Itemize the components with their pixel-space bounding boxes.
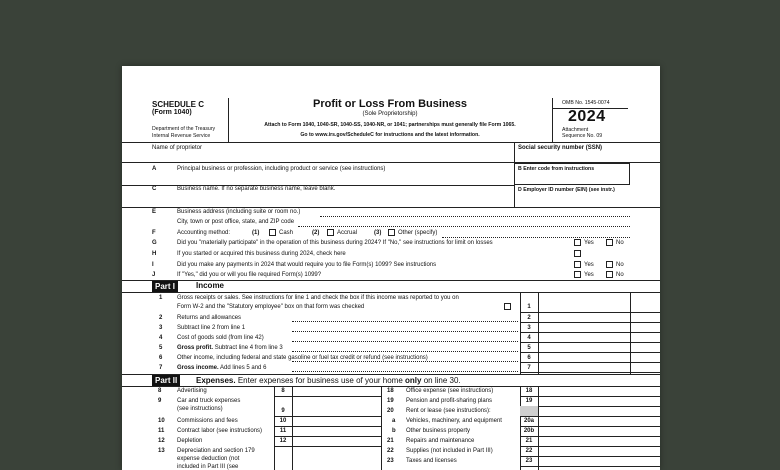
line-7-text: Gross income. Add lines 5 and 6 [177,365,267,371]
line-1-text: Gross receipts or sales. See instructions for line 1 and check the box if this income was reported to you on [177,295,459,301]
line-5-text: Gross profit. Subtract line 4 from line 3 [177,345,283,351]
schedule-label: SCHEDULE C [152,100,205,109]
line-18-text: Office expense (see instructions) [406,388,494,394]
line-c-text: Business name. If no separate business name, leave blank. [177,186,336,192]
omb-number: OMB No. 1545-0074 [562,100,610,106]
line-9-text: Car and truck expenses [177,398,241,404]
line-b-text: Other business property [406,428,471,434]
statutory-employee-checkbox[interactable] [504,303,511,310]
form-title: Profit or Loss From Business [312,98,468,110]
line-10-text: Commissions and fees [177,418,238,424]
line-8-text: Advertising [177,388,207,394]
goto-instruction: Go to www.irs.gov/ScheduleC for instructions and the latest information. [300,132,480,138]
line-11-text: Contract labor (see instructions) [177,428,263,434]
i-yes-checkbox[interactable] [574,261,581,268]
ssn-label: Social security number (SSN) [518,145,603,151]
attach-instruction: Attach to Form 1040, 1040-SR, 1040-SS, 1040-NR, or 1041; partnerships must generally file Form 1065. [264,122,516,128]
line-h-text: If you started or acquired this business during 2024, check here [177,251,346,257]
line-21-text: Repairs and maintenance [406,438,475,444]
line-2-text: Returns and allowances [177,315,242,321]
g-yes-checkbox[interactable] [574,239,581,246]
tax-year: 2024 [568,108,606,125]
j-no-checkbox[interactable] [606,271,613,278]
line-9-text-cont: (see instructions) [177,406,223,412]
shaded-cell [520,406,538,416]
line-23-text: Taxes and licenses [406,458,457,464]
line-13-text-cont: expense deduction (not [177,456,240,462]
sequence-number: Sequence No. 09 [562,133,603,139]
g-no-checkbox[interactable] [606,239,613,246]
irs-label: Internal Revenue Service [152,133,211,139]
accrual-checkbox[interactable] [327,229,334,236]
i-no-checkbox[interactable] [606,261,613,268]
line-g-text: Did you "materially participate" in the operation of this business during 2024? If "No," see instructions for limit on losses [177,240,493,246]
line-a-text: Vehicles, machinery, and equipment [406,418,502,424]
ein-label: D Employer ID number (EIN) (see instr.) [518,187,615,193]
proprietor-name-label: Name of proprietor [152,145,203,151]
attachment-label: Attachment [562,127,589,133]
form-number: (Form 1040) [152,109,192,116]
line-a-text: Principal business or profession, including product or service (see instructions) [177,166,386,172]
line-e-address: Business address (including suite or room no.) [177,209,301,215]
line-12-text: Depletion [177,438,203,444]
accounting-method-label: Accounting method: [177,230,231,236]
part-i-label: Part I [152,281,178,292]
line-3-text: Subtract line 2 from line 1 [177,325,246,331]
part-ii-label: Part II [152,375,180,386]
tax-form-sheet: SCHEDULE C (Form 1040) Department of the Treasury Internal Revenue Service Profit or Loss From Business (Sole Proprietorship) Attach to Form 1040, 1040-SR, 1040-SS, 1040-NR, or 1041; partnerships must generally file Form 1065. Go to www.irs.gov/ScheduleC for instructions and the latest information. OMB No. 1545-0074 2024 Attachment Sequence No. 09 Name of proprietor Social security number (SSN) A Principal business or profession, including product or service (see instructions) B Enter code from instructions C Business name. If no separate business name, leave blank. D Employer ID number (EIN) (see instr.) E Business address (including suite or room no.) City, town or post office, state, and ZIP code F Accounting method: (1) Cash (2) Accrual (3) Other (specify) G Did you "materially participate" in the operation of this business during 2024? If "No," see instructions for limit on losses Yes No H If you started or acquired this business during 2024, check here I Did you make any payments in 2024 that would require you to file Form(s) 1099? See instructions Yes No J If "Yes," did you or will you file required Form(s) 1099? Yes No Part I Income 1 Gross receipts or sales. See instructions for line 1 and check the box if this income was reported to you on Form W-2 and the "Statutory employee" box on that form was checked 1 Part II Expenses. Enter expenses for business use of your home only on line 30. 2 Returns and allowances 2 3 Subtract line 2 from line 1 3 4 Cost of goods sold (from line 42) 4 5 Gross profit. Subtract line 4 from line 3 5 6 Other income, including federal and state gasoline or fuel tax credit or refund (see instructions) 6 7 Gross income. Add lines 5 and 6 7 8 Advertising 8 9 Car and truck expenses (see instructions) 9 10 Commissions and fees 10 11 Contract labor (see instructions) 11 12 Depletion 12 13 Depreciation and section 179 expense deduction (not included in Part III (see 18 Office expense (see instructions) 18 19 Pension and profit-sharing plans 19 20 Rent or lease (see instructions): a Vehicles, machinery, and equipment 20a b Other business property 20b 21 Repairs and maintenance 21 22 Supplies (not included in Part III) 22 23 Taxes and licenses 23 [122,66,660,470]
cash-checkbox[interactable] [269,229,276,236]
part-ii-title: Expenses. Enter expenses for business use of your home only on line 30. [196,376,461,385]
h-started-checkbox[interactable] [574,250,581,257]
form-subtitle: (Sole Proprietorship) [362,111,418,117]
dept-treasury: Department of the Treasury [152,126,216,132]
other-method-checkbox[interactable] [388,229,395,236]
line-19-text: Pension and profit-sharing plans [406,398,493,404]
part-i-title: Income [196,281,225,290]
line-i-text: Did you make any payments in 2024 that would require you to file Form(s) 1099? See instructions [177,262,437,268]
line-4-text: Cost of goods sold (from line 42) [177,335,264,341]
line-1-text-cont: Form W-2 and the "Statutory employee" box on that form was checked [177,304,365,310]
line-22-text: Supplies (not included in Part III) [406,448,493,454]
line-13-text: Depreciation and section 179 [177,448,255,454]
business-code-label: B Enter code from instructions [518,166,595,172]
j-yes-checkbox[interactable] [574,271,581,278]
line-6-text: Other income, including federal and state gasoline or fuel tax credit or refund (see instructions) [177,355,428,361]
line-e-city: City, town or post office, state, and ZIP code [177,219,295,225]
line-j-text: If "Yes," did you or will you file required Form(s) 1099? [177,272,322,278]
line-20-text: Rent or lease (see instructions): [406,408,491,414]
line-13-text-cont2: included in Part III (see [177,464,239,470]
